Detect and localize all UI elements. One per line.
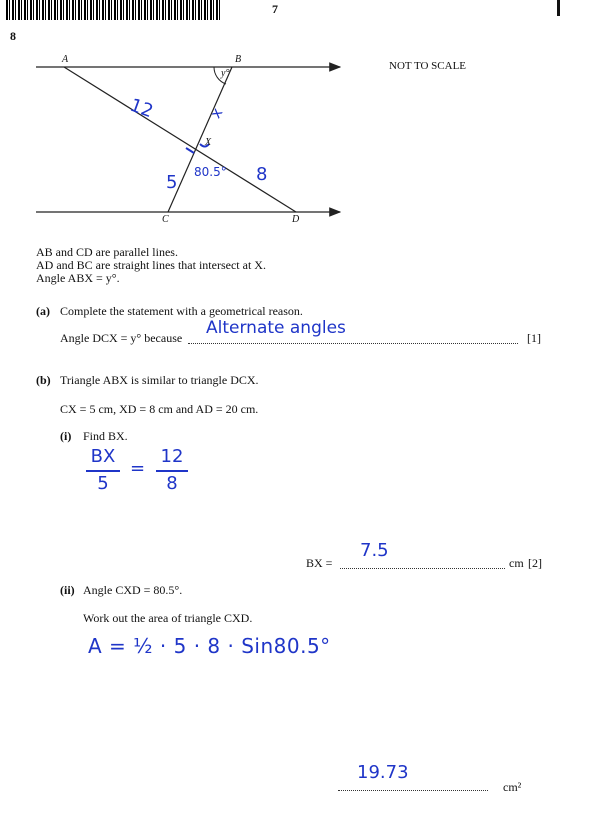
intro-line-1: AB and CD are parallel lines. — [36, 245, 178, 259]
work-bx: BX — [90, 446, 116, 467]
fraction-bar-right — [156, 470, 188, 472]
barcode — [6, 0, 221, 20]
part-b-i-question: Find BX. — [83, 429, 128, 443]
part-a-label: (a) — [36, 304, 50, 318]
corner-mark — [557, 0, 560, 16]
intro-line-2: AD and BC are straight lines that intersect at X. — [36, 258, 266, 272]
work-equals: = — [130, 458, 146, 479]
fraction-bar-left — [86, 470, 120, 472]
angle-mark — [186, 148, 194, 153]
label-c: C — [162, 214, 169, 225]
hand-8: 8 — [256, 164, 268, 185]
page-number: 7 — [272, 2, 278, 16]
part-b-ii-question: Work out the area of triangle CXD. — [83, 611, 253, 625]
part-b-i-answer[interactable]: 7.5 — [360, 540, 389, 561]
hand-5: 5 — [166, 172, 178, 193]
part-b-ii-unit: cm² — [503, 780, 522, 794]
intro-text — [36, 246, 266, 285]
part-a-answer-line — [188, 343, 518, 344]
geometry-figure — [0, 48, 360, 238]
work-5: 5 — [97, 473, 109, 494]
label-b: B — [235, 54, 242, 65]
label-y: y° — [221, 68, 230, 79]
work-8: 8 — [166, 473, 178, 494]
part-b-i-answer-prefix: BX = — [306, 556, 333, 570]
work-12: 12 — [160, 446, 184, 467]
part-a-answer[interactable]: Alternate angles — [206, 318, 346, 338]
part-b-intro: Triangle ABX is similar to triangle DCX. — [60, 373, 259, 387]
not-to-scale: NOT TO SCALE — [389, 60, 467, 72]
part-b-i-label: (i) — [60, 429, 72, 443]
hand-x: x — [206, 104, 227, 122]
part-a-marks: [1] — [527, 331, 541, 345]
part-b-label: (b) — [36, 373, 51, 387]
part-b-ii-working: A = ½ · 5 · 8 · Sin80.5° — [88, 634, 331, 658]
part-b-i-answer-line — [340, 568, 505, 569]
label-a: A — [62, 54, 69, 65]
hand-12: 12 — [127, 94, 156, 123]
line-bc — [168, 67, 232, 212]
intro-line-3: Angle ABX = y°. — [36, 271, 120, 285]
part-b-ii-label: (ii) — [60, 583, 75, 597]
label-d: D — [292, 214, 300, 225]
line-ad — [64, 67, 296, 212]
part-b-given: CX = 5 cm, XD = 8 cm and AD = 20 cm. — [60, 402, 259, 416]
part-b-ii-answer[interactable]: 19.73 — [357, 762, 409, 783]
part-a-instruction: Complete the statement with a geometrical reason. — [60, 304, 303, 318]
part-b-i-marks: [2] — [528, 556, 542, 570]
part-b-i-unit: cm — [509, 556, 524, 570]
part-a-statement: Angle DCX = y° because — [60, 331, 183, 345]
part-b-ii-given: Angle CXD = 80.5°. — [83, 583, 183, 597]
question-number: 8 — [10, 29, 16, 43]
part-b-ii-answer-line — [338, 790, 488, 791]
label-x: X — [205, 137, 212, 148]
hand-80-5: 80.5° — [194, 165, 227, 179]
